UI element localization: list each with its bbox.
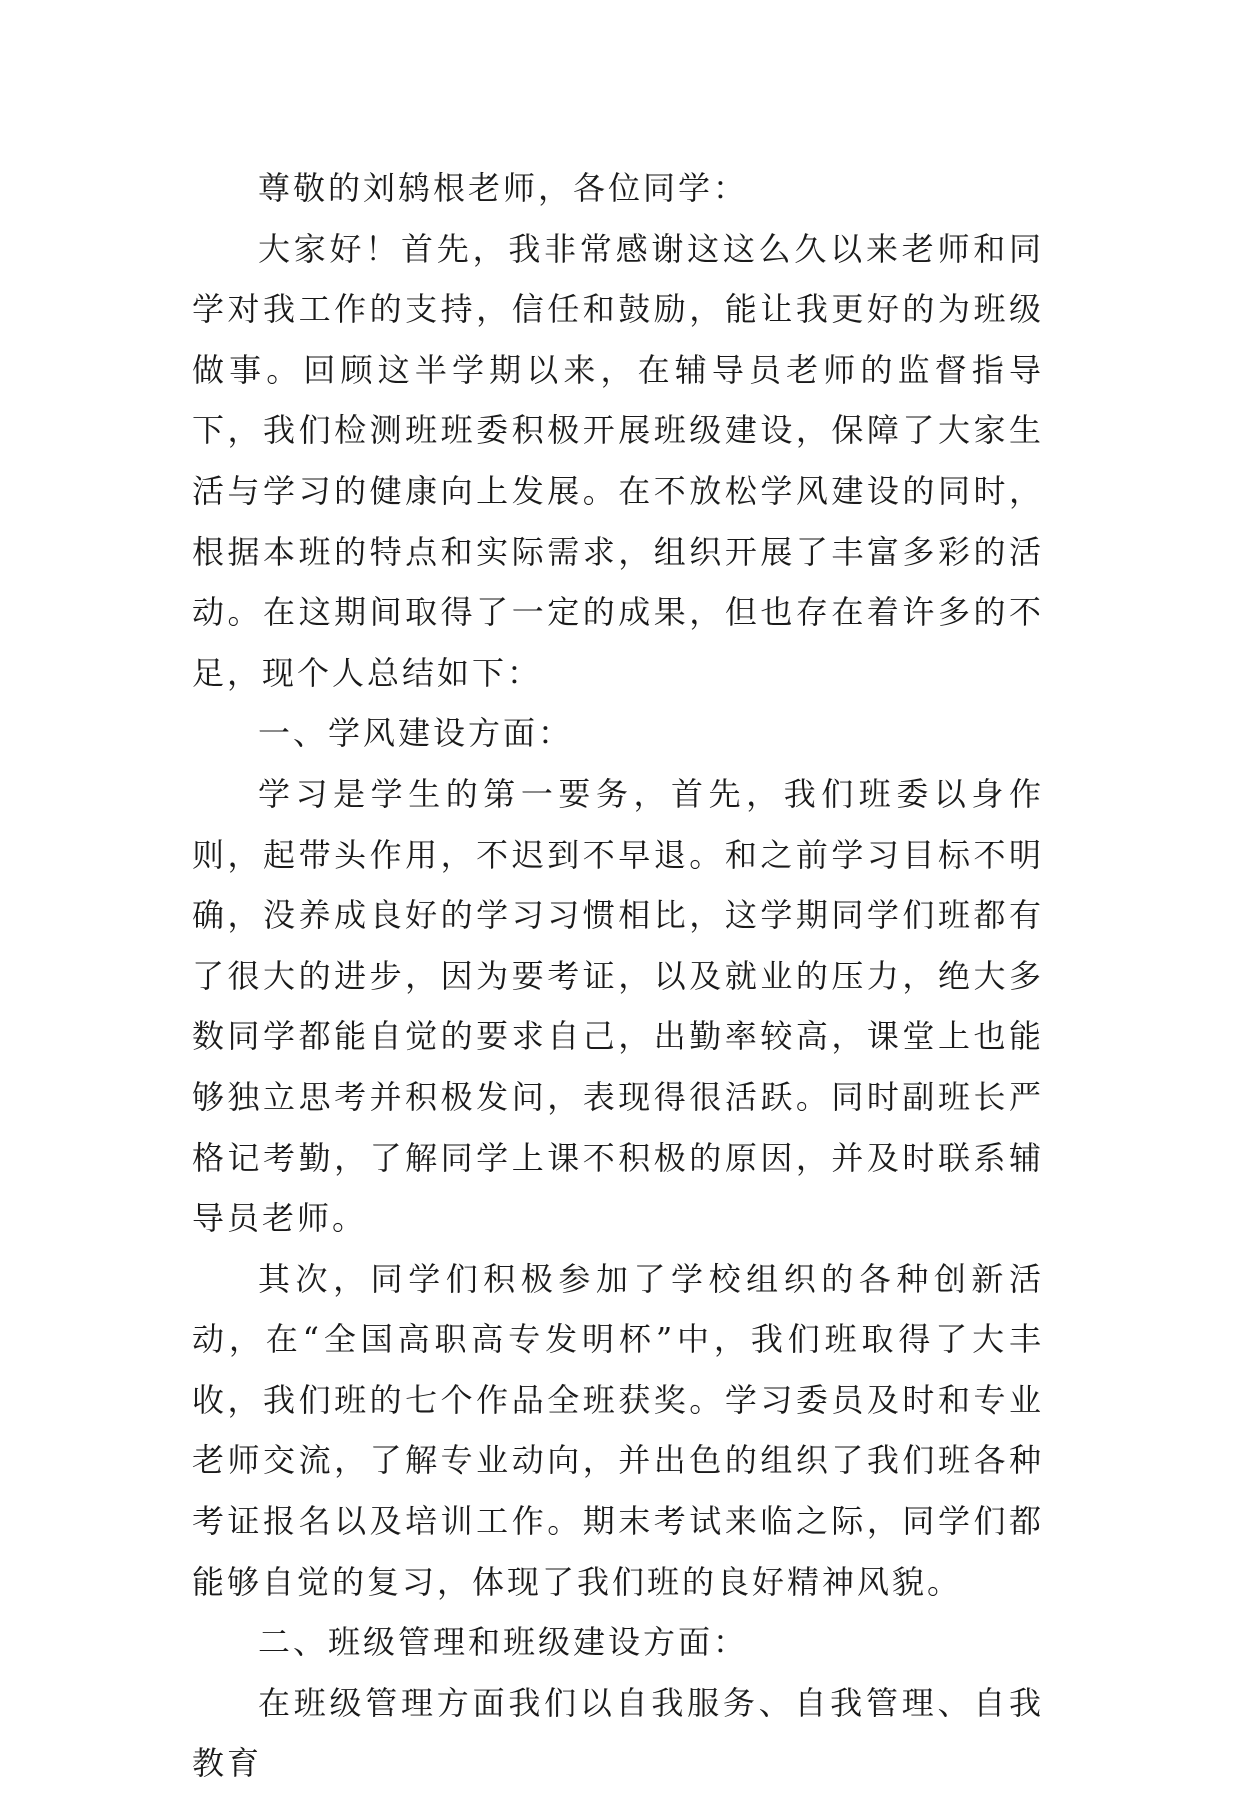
section-heading-2: 二、班级管理和班级建设方面：	[258, 1623, 749, 1662]
management-paragraph: 在班级管理方面我们以自我服务、自我管理、自我教育	[192, 1683, 1044, 1783]
salutation: 尊敬的刘鸫根老师，各位同学：	[258, 169, 749, 207]
opening-paragraph: 大家好！首先，我非常感谢这这么久以来老师和同学对我工作的支持，信任和鼓励，能让我更好的为班级做事。回顾这半学期以来，在辅导员老师的监督指导下，我们检测班班委积极开展班级建设，保障了大家生活与学习的健康向上发展。在不放松学风建设的同时，根据本班的特点和实际需求，组织开展了丰富多彩的活动。在这期间取得了一定的成果，但也存在着许多的不足，现个人总结如下：	[192, 229, 1044, 692]
section-heading-1: 一、学风建设方面：	[258, 714, 574, 753]
study-paragraph-2: 其次，同学们积极参加了学校组织的各种创新活动，在“全国高职高专发明杯”中，我们班取得了大丰收，我们班的七个作品全班获奖。学习委员及时和专业老师交流，了解专业动向，并出色的组织了我们班各种考证报名以及培训工作。期末考试来临之际，同学们都能够自觉的复习，体现了我们班的良好精神风貌。	[192, 1259, 1044, 1601]
study-paragraph-1: 学习是学生的第一要务，首先，我们班委以身作则，起带头作用，不迟到不早退。和之前学习目标不明确，没养成良好的学习习惯相比，这学期同学们班都有了很大的进步，因为要考证，以及就业的压力，绝大多数同学都能自觉的要求自己，出勤率较高，课堂上也能够独立思考并积极发问，表现得很活跃。同时副班长严格记考勤，了解同学上课不积极的原因，并及时联系辅导员老师。	[192, 774, 1044, 1238]
document-body	[192, 158, 1044, 1794]
